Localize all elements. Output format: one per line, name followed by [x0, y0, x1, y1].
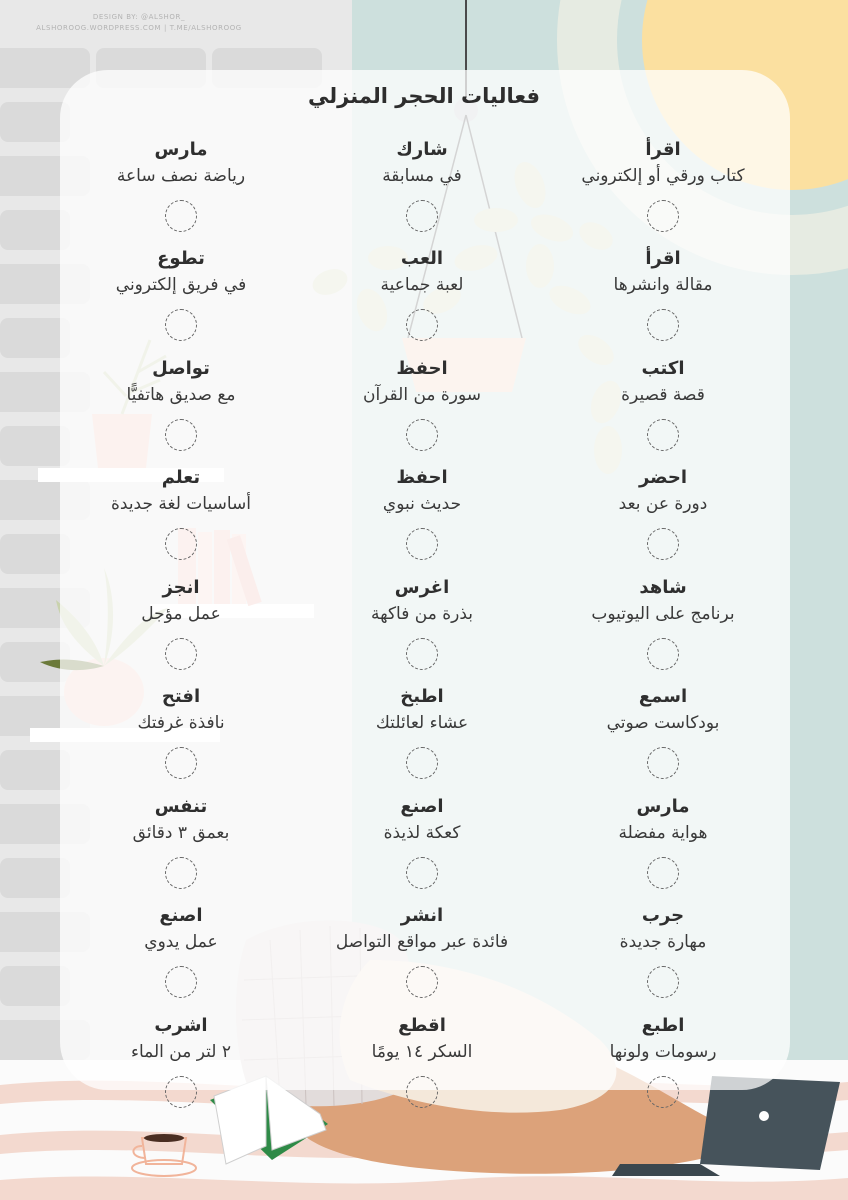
checkbox-circle[interactable]: [406, 200, 438, 232]
activity-verb: مارس: [636, 796, 690, 817]
activity-verb: تعلم: [161, 467, 201, 488]
activity-verb: جرب: [641, 905, 685, 926]
activity-verb: اطبع: [641, 1015, 685, 1036]
checkbox-circle[interactable]: [647, 638, 679, 670]
activity-item: [61, 138, 301, 232]
checkbox-circle[interactable]: [165, 966, 197, 998]
activity-description: هواية مفضلة: [618, 823, 708, 843]
activity-description: بودكاست صوتي: [606, 713, 720, 733]
activity-item: [61, 904, 301, 998]
activity-description: عشاء لعائلتك: [375, 713, 469, 733]
checkbox-circle[interactable]: [647, 419, 679, 451]
activity-item: [543, 357, 783, 451]
checkbox-circle[interactable]: [406, 857, 438, 889]
activity-verb: تنفس: [154, 796, 208, 817]
checkbox-circle[interactable]: [406, 747, 438, 779]
activity-item: [61, 247, 301, 341]
activity-item: [543, 1014, 783, 1108]
design-credit: [34, 12, 244, 34]
activity-verb: شاهد: [639, 577, 687, 598]
activity-verb: اغرس: [394, 577, 450, 598]
activity-item: [61, 1014, 301, 1108]
checkbox-circle[interactable]: [406, 1076, 438, 1108]
checkbox-circle[interactable]: [165, 857, 197, 889]
activity-verb: تواصل: [152, 358, 210, 379]
credit-line-2: ALSHOROOG.WORDPRESS.COM | T.ME/ALSHOROOG: [36, 24, 242, 32]
activity-item: [302, 685, 542, 779]
activity-item: [302, 247, 542, 341]
activity-description: برنامج على اليوتيوب: [591, 604, 735, 624]
checkbox-circle[interactable]: [165, 528, 197, 560]
checkbox-circle[interactable]: [647, 309, 679, 341]
checkbox-circle[interactable]: [647, 1076, 679, 1108]
activity-verb: اصنع: [400, 796, 444, 817]
activity-item: [302, 466, 542, 560]
checkbox-circle[interactable]: [165, 200, 197, 232]
checkbox-circle[interactable]: [647, 200, 679, 232]
activity-item: [543, 247, 783, 341]
activity-verb: افتح: [161, 686, 201, 707]
activity-description: قصة قصيرة: [621, 385, 705, 405]
activity-description: عمل مؤجل: [141, 604, 221, 624]
activity-item: [543, 795, 783, 889]
activity-description: كتاب ورقي أو إلكتروني: [581, 166, 745, 186]
activity-description: لعبة جماعية: [380, 275, 464, 295]
page-title: فعاليات الحجر المنزلي: [308, 84, 540, 108]
activity-item: [543, 576, 783, 670]
activity-description: رياضة نصف ساعة: [116, 166, 246, 186]
activity-description: السكر ١٤ يومًا: [371, 1042, 473, 1062]
activity-verb: اطبخ: [400, 686, 444, 707]
activity-description: مع صديق هاتفيًّا: [126, 385, 236, 405]
activity-verb: اسمع: [638, 686, 688, 707]
checkbox-circle[interactable]: [406, 966, 438, 998]
activity-description: مقالة وانشرها: [613, 275, 713, 295]
activity-verb: اقطع: [398, 1015, 446, 1036]
activity-verb: احفظ: [396, 358, 448, 379]
activity-description: مهارة جديدة: [619, 932, 707, 952]
activity-item: [302, 576, 542, 670]
activity-item: [61, 576, 301, 670]
checkbox-circle[interactable]: [165, 419, 197, 451]
checkbox-circle[interactable]: [647, 857, 679, 889]
checkbox-circle[interactable]: [406, 528, 438, 560]
activity-item: [61, 685, 301, 779]
checkbox-circle[interactable]: [647, 528, 679, 560]
activity-verb: مارس: [154, 139, 208, 160]
activity-description: كعكة لذيذة: [383, 823, 461, 843]
activity-verb: اقرأ: [645, 248, 681, 269]
activity-description: بذرة من فاكهة: [371, 604, 473, 624]
activity-verb: اكتب: [641, 358, 685, 379]
activity-description: ٢ لتر من الماء: [131, 1042, 231, 1062]
activity-item: [61, 795, 301, 889]
activity-item: [543, 138, 783, 232]
activity-description: سورة من القرآن: [362, 385, 482, 405]
activity-verb: انجز: [162, 577, 200, 598]
activity-item: [543, 685, 783, 779]
activity-description: في فريق إلكتروني: [115, 275, 247, 295]
checkbox-circle[interactable]: [406, 638, 438, 670]
activity-verb: شارك: [396, 139, 448, 160]
checkbox-circle[interactable]: [165, 309, 197, 341]
checkbox-circle[interactable]: [647, 747, 679, 779]
activity-description: في مسابقة: [382, 166, 462, 186]
activity-item: [302, 1014, 542, 1108]
activity-item: [302, 904, 542, 998]
activity-verb: احضر: [638, 467, 688, 488]
activity-item: [302, 795, 542, 889]
activity-description: رسومات ولونها: [609, 1042, 717, 1062]
activity-verb: انشر: [400, 905, 444, 926]
credit-line-1: DESIGN BY: @ALSHOR_: [92, 13, 186, 21]
activity-description: نافذة غرفتك: [137, 713, 225, 733]
activity-item: [543, 904, 783, 998]
activity-description: حديث نبوي: [382, 494, 462, 514]
activity-verb: احفظ: [396, 467, 448, 488]
activity-description: دورة عن بعد: [618, 494, 708, 514]
activity-item: [302, 357, 542, 451]
activity-item: [61, 466, 301, 560]
activity-description: بعمق ٣ دقائق: [132, 823, 230, 843]
activity-description: فائدة عبر مواقع التواصل: [335, 932, 509, 952]
activity-item: [543, 466, 783, 560]
activity-verb: اقرأ: [645, 139, 681, 160]
checkbox-circle[interactable]: [406, 309, 438, 341]
activity-verb: اشرب: [154, 1015, 208, 1036]
activity-item: [302, 138, 542, 232]
activity-verb: العب: [400, 248, 444, 269]
checkbox-circle[interactable]: [165, 1076, 197, 1108]
checkbox-circle[interactable]: [406, 419, 438, 451]
activity-description: أساسيات لغة جديدة: [110, 494, 251, 514]
checkbox-circle[interactable]: [647, 966, 679, 998]
activity-description: عمل يدوي: [144, 932, 218, 952]
activity-verb: تطوع: [157, 248, 205, 269]
activity-verb: اصنع: [159, 905, 203, 926]
checkbox-circle[interactable]: [165, 747, 197, 779]
activity-item: [61, 357, 301, 451]
checkbox-circle[interactable]: [165, 638, 197, 670]
